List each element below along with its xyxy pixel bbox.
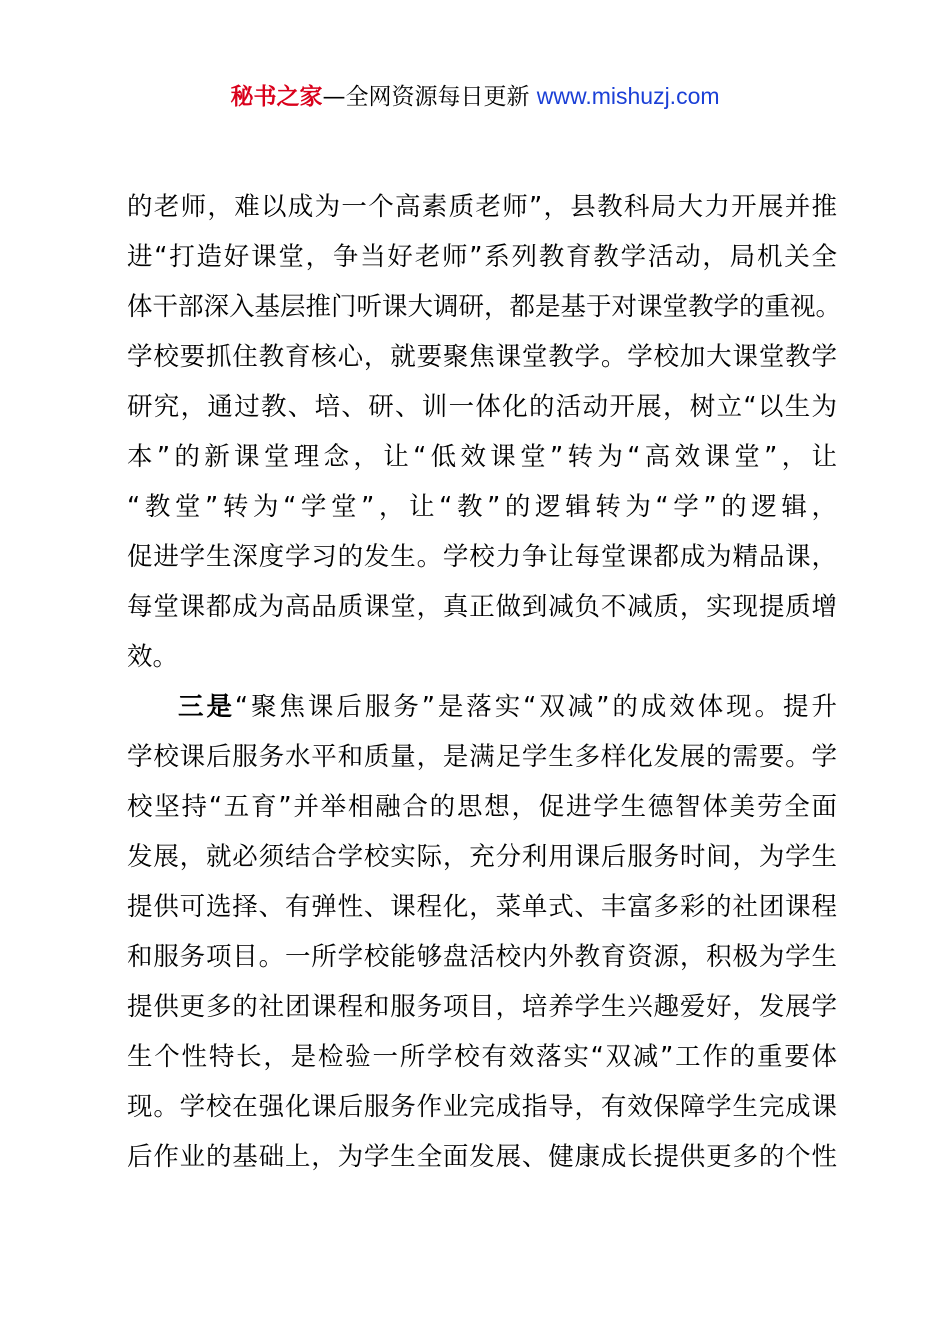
text-line: 发展，就必须结合学校实际，充分利用课后服务时间，为学生 <box>127 842 837 872</box>
paragraph-1 <box>127 182 842 682</box>
site-url[interactable]: www.mishuzj.com <box>536 83 720 109</box>
text-line: 的老师，难以成为一个高素质老师”，县教科局大力开展并推 <box>127 192 837 222</box>
text-line: 每堂课都成为高品质课堂，真正做到减负不减质，实现提质增 <box>127 592 837 622</box>
site-brand: 秘书之家 <box>230 84 323 110</box>
text-line: 体干部深入基层推门听课大调研，都是基于对课堂教学的重视。 <box>127 292 842 322</box>
text-line: 生个性特长，是检验一所学校有效落实“双减”工作的重要体 <box>127 1042 837 1072</box>
text-line: 提供更多的社团课程和服务项目，培养学生兴趣爱好，发展学 <box>127 992 837 1022</box>
text-line <box>127 682 837 732</box>
text-line: 校坚持“五育”并举相融合的思想，促进学生德智体美劳全面 <box>127 792 837 822</box>
text-line: 学校要抓住教育核心，就要聚焦课堂教学。学校加大课堂教学 <box>127 342 837 372</box>
text-line: 效。 <box>127 642 179 672</box>
text-line: 和服务项目。一所学校能够盘活校内外教育资源，积极为学生 <box>127 942 837 972</box>
text-line: 研究，通过教、培、研、训一体化的活动开展，树立“以生为 <box>127 392 837 422</box>
text-line: “教堂”转为“学堂”，让“教”的逻辑转为“学”的逻辑， <box>127 492 837 522</box>
text-line: 学校课后服务水平和质量，是满足学生多样化发展的需要。学 <box>127 742 837 772</box>
text-line: 本”的新课堂理念，让“低效课堂”转为“高效课堂”，让 <box>127 442 837 472</box>
text-line: 进“打造好课堂，争当好老师”系列教育教学活动，局机关全 <box>127 242 837 272</box>
text-line: 促进学生深度学习的发生。学校力争让每堂课都成为精品课， <box>127 542 837 572</box>
section-lead: 三是 <box>178 692 235 722</box>
text-line: 后作业的基础上，为学生全面发展、健康成长提供更多的个性 <box>127 1142 837 1172</box>
section-lead-text: “聚焦课后服务”是落实“双减”的成效体现。提升 <box>234 692 837 722</box>
site-slogan: —全网资源每日更新 <box>322 84 537 110</box>
paragraph-2 <box>127 682 837 1182</box>
text-line: 提供可选择、有弹性、课程化，菜单式、丰富多彩的社团课程 <box>127 892 837 922</box>
page-header <box>0 80 950 113</box>
document-body <box>127 182 842 1182</box>
text-line: 现。学校在强化课后服务作业完成指导，有效保障学生完成课 <box>127 1092 837 1122</box>
